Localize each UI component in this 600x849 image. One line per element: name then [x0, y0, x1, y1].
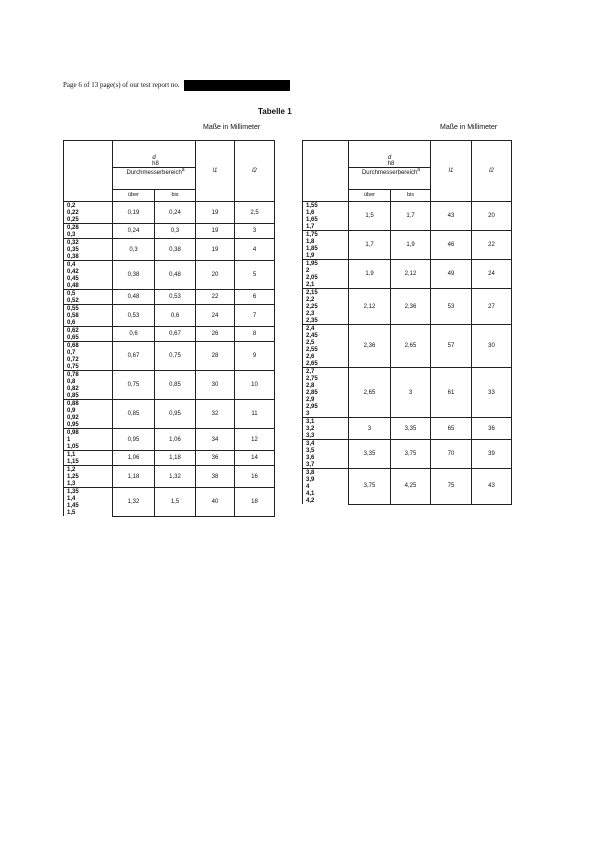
- diameter-value: 0,52: [64, 297, 113, 305]
- table-row: [64, 342, 275, 350]
- table-row: [64, 261, 275, 269]
- l2-value: 18: [235, 488, 275, 517]
- l2-value: 6: [235, 290, 275, 305]
- l2-value: 8: [235, 327, 275, 342]
- diameter-value: 3,3: [303, 432, 349, 440]
- range-label: Durchmesserbereich$^a$: [113, 167, 195, 176]
- diameter-value: 4,1: [303, 490, 349, 497]
- diameter-value: 3,2: [303, 425, 349, 432]
- dimensions-table-right: [302, 140, 512, 505]
- l1-value: 32: [196, 400, 235, 429]
- diameter-value: 0,6: [64, 319, 113, 327]
- redaction-bar: [184, 80, 290, 91]
- range-over-value: 3,35: [349, 440, 391, 469]
- diameter-value: 0,3: [64, 231, 113, 239]
- to-header: bis: [155, 190, 196, 202]
- l1-value: 70: [431, 440, 472, 469]
- page-header-text: Page 6 of 13 page(s) of our test report no.: [63, 81, 180, 89]
- range-over-value: 2,65: [349, 368, 391, 418]
- l1-value: 30: [196, 371, 235, 400]
- l1-value: 46: [431, 231, 472, 260]
- l2-value: 16: [235, 466, 275, 488]
- diameter-value: 0,42: [64, 268, 113, 275]
- range-over-value: 0,67: [113, 342, 155, 371]
- diameter-value: 2,85: [303, 389, 349, 396]
- range-to-value: 0,48: [155, 261, 196, 290]
- l2-value: 39: [472, 440, 512, 469]
- range-over-value: 0,38: [113, 261, 155, 290]
- diameter-value: 1,65: [303, 216, 349, 223]
- range-over-value: 0,19: [113, 202, 155, 224]
- table-row: [64, 327, 275, 335]
- table-row: [64, 466, 275, 474]
- l2-value: 33: [472, 368, 512, 418]
- range-to-value: 1,9: [391, 231, 431, 260]
- range-to-value: 2,36: [391, 289, 431, 325]
- to-header: bis: [391, 190, 431, 202]
- diameter-value: 0,82: [64, 385, 113, 392]
- diameter-value: 2,9: [303, 396, 349, 403]
- diameter-value: 3,1: [303, 418, 349, 426]
- diameter-value: 1,25: [64, 473, 113, 480]
- range-over-value: 0,48: [113, 290, 155, 305]
- l1-value: 19: [196, 224, 235, 239]
- diameter-value: 0,32: [64, 239, 113, 247]
- diameter-value: 4,2: [303, 497, 349, 504]
- diameter-value: 0,92: [64, 414, 113, 421]
- diameter-value: 1,35: [64, 488, 113, 496]
- diameter-value: 1,1: [64, 451, 113, 459]
- diameter-header: [349, 141, 431, 190]
- l1-header: l1: [431, 141, 472, 202]
- diameter-value: 0,72: [64, 356, 113, 363]
- l1-value: 36: [196, 451, 235, 466]
- l1-value: 75: [431, 469, 472, 505]
- range-label: Durchmesserbereich$^a$: [349, 167, 430, 176]
- diameter-value: 0,58: [64, 312, 113, 319]
- diameter-value: 0,95: [64, 421, 113, 429]
- diameter-value: 1,55: [303, 202, 349, 210]
- over-header: über: [113, 190, 155, 202]
- diameter-value: 0,5: [64, 290, 113, 298]
- diameter-value: 0,98: [64, 429, 113, 437]
- diameter-value: 0,68: [64, 342, 113, 350]
- diameter-value: 2,05: [303, 274, 349, 281]
- diameter-value: 0,75: [64, 363, 113, 371]
- diameter-value: 1,15: [64, 458, 113, 466]
- table-row: [303, 469, 512, 477]
- diameter-value: 1,75: [303, 231, 349, 239]
- l2-value: 11: [235, 400, 275, 429]
- range-to-value: 1,7: [391, 202, 431, 231]
- diameter-value: 1,6: [303, 209, 349, 216]
- l2-value: 12: [235, 429, 275, 451]
- diameter-value: 1,3: [64, 480, 113, 488]
- diameter-value: 0,35: [64, 246, 113, 253]
- range-over-value: 1,7: [349, 231, 391, 260]
- table-title: Tabelle 1: [258, 107, 292, 116]
- diameter-value: 3,7: [303, 461, 349, 469]
- diameter-value: 1,8: [303, 238, 349, 245]
- table-row: [64, 488, 275, 496]
- diameter-value: 2,45: [303, 332, 349, 339]
- corner-cell: [64, 141, 113, 202]
- diameter-value: 1,85: [303, 245, 349, 252]
- table-row: [64, 290, 275, 298]
- diameter-value: 3,4: [303, 440, 349, 448]
- l2-value: 30: [472, 325, 512, 368]
- l1-value: 49: [431, 260, 472, 289]
- l1-value: 65: [431, 418, 472, 440]
- diameter-value: 1,05: [64, 443, 113, 451]
- diameter-value: 0,65: [64, 334, 113, 342]
- range-over-value: 1,18: [113, 466, 155, 488]
- table-row: [303, 260, 512, 268]
- l2-value: 9: [235, 342, 275, 371]
- l2-value: 5: [235, 261, 275, 290]
- range-over-value: 0,85: [113, 400, 155, 429]
- range-to-value: 0,24: [155, 202, 196, 224]
- range-over-value: 0,6: [113, 327, 155, 342]
- diameter-value: 1,95: [303, 260, 349, 268]
- l1-header: l1: [196, 141, 235, 202]
- diameter-value: 2,8: [303, 382, 349, 389]
- range-to-value: 0,85: [155, 371, 196, 400]
- diameter-value: 0,28: [64, 224, 113, 232]
- l1-value: 26: [196, 327, 235, 342]
- dimensions-table-left: [63, 140, 275, 517]
- page-header: [63, 79, 290, 91]
- range-over-value: 0,95: [113, 429, 155, 451]
- diameter-value: 2,65: [303, 360, 349, 368]
- diameter-value: 2,25: [303, 303, 349, 310]
- diameter-value: 0,88: [64, 400, 113, 408]
- diameter-header: [113, 141, 196, 190]
- diameter-value: 1,7: [303, 223, 349, 231]
- table-row: [64, 305, 275, 313]
- diameter-value: 2,4: [303, 325, 349, 333]
- range-to-value: 0,95: [155, 400, 196, 429]
- l1-value: 40: [196, 488, 235, 517]
- l1-value: 22: [196, 290, 235, 305]
- d-symbol: d: [152, 154, 156, 161]
- table-row: [64, 371, 275, 379]
- diameter-value: 2,15: [303, 289, 349, 297]
- table-row: [64, 239, 275, 247]
- diameter-value: 2,55: [303, 346, 349, 353]
- range-to-value: 3: [391, 368, 431, 418]
- table-row: [64, 224, 275, 232]
- table-row: [303, 418, 512, 426]
- h8-label: h8: [387, 160, 395, 167]
- diameter-value: 0,38: [64, 253, 113, 261]
- diameter-value: 0,48: [64, 282, 113, 290]
- diameter-value: 2,35: [303, 317, 349, 325]
- diameter-value: 0,22: [64, 209, 113, 216]
- range-over-value: 1,9: [349, 260, 391, 289]
- range-to-value: 0,38: [155, 239, 196, 261]
- diameter-value: 0,85: [64, 392, 113, 400]
- range-to-value: 3,75: [391, 440, 431, 469]
- table-row: [303, 289, 512, 297]
- l2-value: 36: [472, 418, 512, 440]
- diameter-value: 1,45: [64, 502, 113, 509]
- diameter-value: 3: [303, 410, 349, 418]
- diameter-value: 1,4: [64, 495, 113, 502]
- l2-value: 27: [472, 289, 512, 325]
- diameter-value: 2,5: [303, 339, 349, 346]
- diameter-value: 0,7: [64, 349, 113, 356]
- l2-value: 14: [235, 451, 275, 466]
- diameter-value: 2,6: [303, 353, 349, 360]
- diameter-value: 2,95: [303, 403, 349, 410]
- diameter-value: 0,4: [64, 261, 113, 269]
- l2-header: l2: [235, 141, 275, 202]
- diameter-value: 3,6: [303, 454, 349, 461]
- range-to-value: 4,25: [391, 469, 431, 505]
- diameter-value: 1: [64, 436, 113, 443]
- range-over-value: 3,75: [349, 469, 391, 505]
- range-to-value: 2,12: [391, 260, 431, 289]
- range-to-value: 0,3: [155, 224, 196, 239]
- units-label-right: Maße in Millimeter: [440, 124, 498, 131]
- table-row: [303, 440, 512, 448]
- table-row: [64, 429, 275, 437]
- diameter-value: 0,2: [64, 202, 113, 210]
- diameter-value: 0,78: [64, 371, 113, 379]
- range-over-value: 3: [349, 418, 391, 440]
- diameter-value: 4: [303, 483, 349, 490]
- l2-value: 22: [472, 231, 512, 260]
- diameter-value: 0,9: [64, 407, 113, 414]
- l2-value: 4: [235, 239, 275, 261]
- range-over-value: 2,36: [349, 325, 391, 368]
- range-to-value: 2,65: [391, 325, 431, 368]
- l1-value: 24: [196, 305, 235, 327]
- l1-value: 19: [196, 202, 235, 224]
- range-to-value: 0,6: [155, 305, 196, 327]
- range-to-value: 0,67: [155, 327, 196, 342]
- range-to-value: 1,06: [155, 429, 196, 451]
- l1-value: 43: [431, 202, 472, 231]
- l2-value: 10: [235, 371, 275, 400]
- over-header: über: [349, 190, 391, 202]
- diameter-value: 1,5: [64, 509, 113, 516]
- diameter-value: 0,55: [64, 305, 113, 313]
- d-symbol: d: [387, 154, 392, 161]
- l2-value: 43: [472, 469, 512, 505]
- diameter-value: 0,45: [64, 275, 113, 282]
- range-to-value: 3,35: [391, 418, 431, 440]
- diameter-value: 2,2: [303, 296, 349, 303]
- diameter-value: 0,25: [64, 216, 113, 224]
- diameter-value: 2,3: [303, 310, 349, 317]
- range-over-value: 0,24: [113, 224, 155, 239]
- l1-value: 28: [196, 342, 235, 371]
- l2-header: l2: [472, 141, 512, 202]
- diameter-value: 2: [303, 267, 349, 274]
- range-over-value: 0,75: [113, 371, 155, 400]
- range-over-value: 1,32: [113, 488, 155, 517]
- diameter-value: 0,62: [64, 327, 113, 335]
- units-label-left: Maße in Millimeter: [203, 124, 261, 131]
- diameter-value: 3,8: [303, 469, 349, 477]
- diameter-value: 2,75: [303, 375, 349, 382]
- diameter-value: 3,5: [303, 447, 349, 454]
- diameter-value: 2,7: [303, 368, 349, 376]
- range-over-value: 2,12: [349, 289, 391, 325]
- h8-label: h8: [152, 160, 159, 167]
- l1-value: 57: [431, 325, 472, 368]
- l2-value: 3: [235, 224, 275, 239]
- table-row: [303, 231, 512, 239]
- l1-value: 53: [431, 289, 472, 325]
- diameter-value: 1,2: [64, 466, 113, 474]
- range-over-value: 0,53: [113, 305, 155, 327]
- range-to-value: 1,32: [155, 466, 196, 488]
- l1-value: 19: [196, 239, 235, 261]
- l1-value: 38: [196, 466, 235, 488]
- l1-value: 61: [431, 368, 472, 418]
- table-row: [303, 325, 512, 333]
- range-to-value: 1,5: [155, 488, 196, 517]
- l2-value: 20: [472, 202, 512, 231]
- range-over-value: 1,06: [113, 451, 155, 466]
- table-row: [303, 368, 512, 376]
- diameter-value: 2,1: [303, 281, 349, 289]
- l2-value: 24: [472, 260, 512, 289]
- l2-value: 2,5: [235, 202, 275, 224]
- range-to-value: 1,18: [155, 451, 196, 466]
- range-to-value: 0,75: [155, 342, 196, 371]
- corner-cell: [303, 141, 349, 202]
- table-row: [303, 202, 512, 210]
- range-over-value: 1,5: [349, 202, 391, 231]
- diameter-value: 1,9: [303, 252, 349, 260]
- table-row: [64, 451, 275, 459]
- l2-value: 7: [235, 305, 275, 327]
- range-to-value: 0,53: [155, 290, 196, 305]
- l1-value: 20: [196, 261, 235, 290]
- l1-value: 34: [196, 429, 235, 451]
- range-over-value: 0,3: [113, 239, 155, 261]
- diameter-value: 3,9: [303, 476, 349, 483]
- diameter-value: 0,8: [64, 378, 113, 385]
- table-row: [64, 400, 275, 408]
- table-row: [64, 202, 275, 210]
